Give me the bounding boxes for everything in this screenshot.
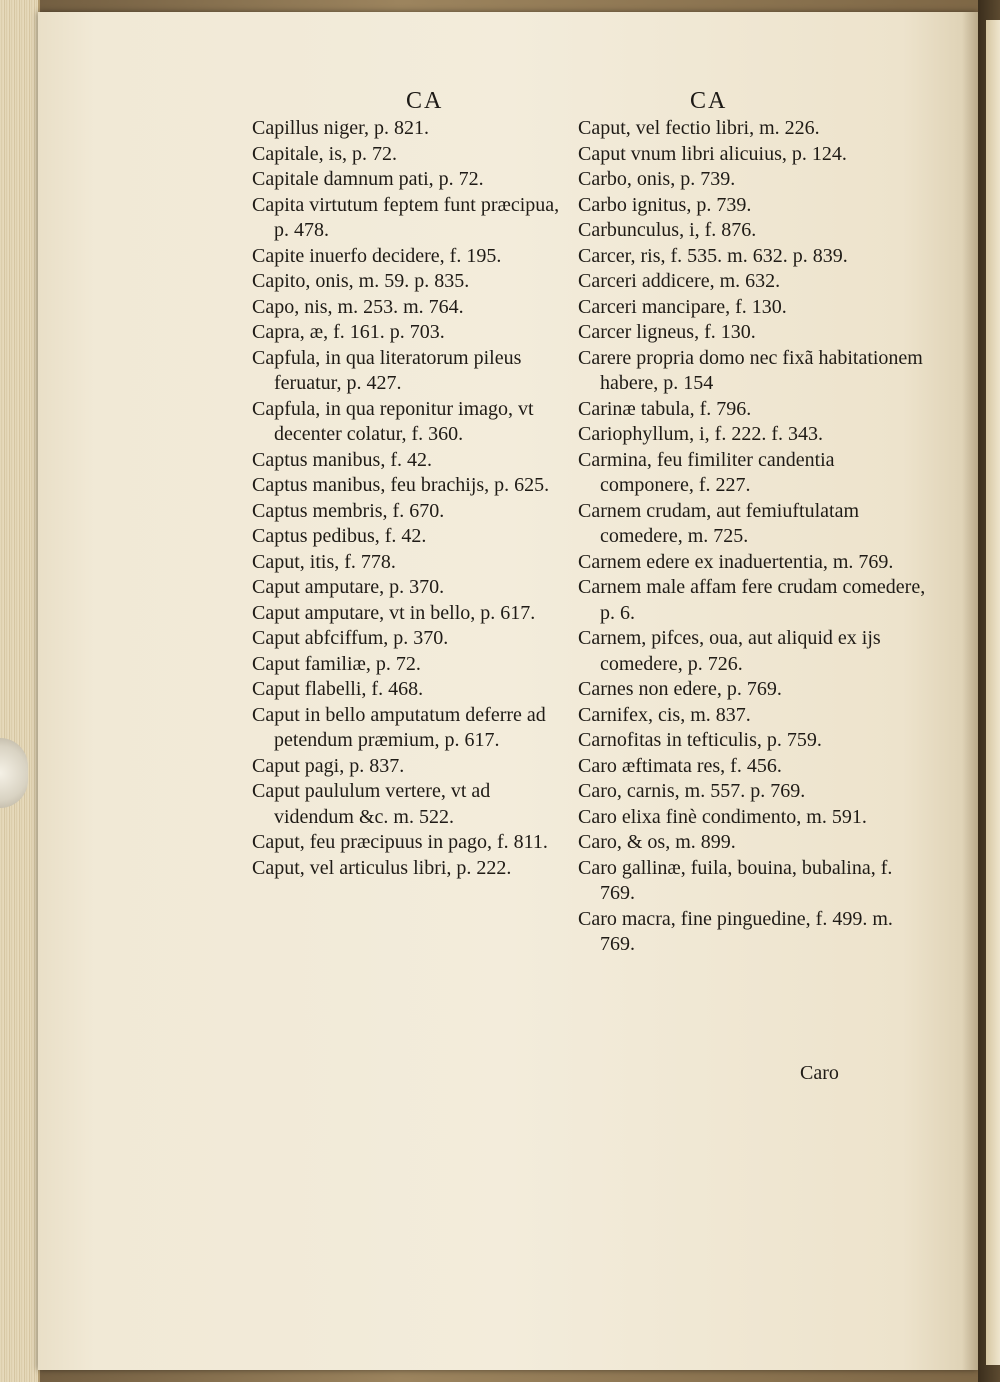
index-entry: Capito, onis, m. 59. p. 835. <box>252 270 470 292</box>
index-entry: Capra, æ, f. 161. p. 703. <box>252 321 445 343</box>
index-entry: Caput, feu præcipuus in pago, f. 811. <box>252 831 548 853</box>
index-entry: Capite inuerfo decidere, f. 195. <box>252 244 502 267</box>
index-entry: Caput flabelli, f. 468. <box>252 678 424 700</box>
index-entry: Carnofitas in tefticulis, p. 759. <box>578 729 822 751</box>
index-entry: Caput familiæ, p. 72. <box>252 652 421 675</box>
index-entry: Cariophyllum, i, f. 222. f. 343. <box>578 423 823 445</box>
index-entry: Capfula, in qua reponitur imago, vt decenter colatur, f. 360. <box>252 397 534 445</box>
index-entry: Carcer, ris, f. 535. m. 632. p. 839. <box>578 244 848 267</box>
index-entry: Capitale, is, p. 72. <box>252 142 397 165</box>
index-entry: Caro macra, fine pinguedine, f. 499. m. 769. <box>578 907 893 955</box>
index-entry: Caro elixa finè condimento, m. 591. <box>578 805 867 828</box>
index-entry: Caro æftimata res, f. 456. <box>578 754 782 777</box>
index-entry: Carnem edere ex inaduertentia, m. 769. <box>578 550 894 573</box>
index-entry: Capfula, in qua literatorum pileus feruatur, p. 427. <box>252 346 522 394</box>
index-entry: Carbo ignitus, p. 739. <box>578 193 752 216</box>
index-entry: Carceri mancipare, f. 130. <box>578 295 787 318</box>
index-entry: Caput, itis, f. 778. <box>252 550 396 573</box>
index-entry: Captus pedibus, f. 42. <box>252 525 427 547</box>
left-column-header: CA <box>406 88 444 114</box>
index-entry: Caput, vel fectio libri, m. 226. <box>578 117 820 139</box>
index-entry: Capitale damnum pati, p. 72. <box>252 168 484 190</box>
index-entry: Carmina, feu fimiliter candentia componere, f. 227. <box>578 448 835 496</box>
index-entry: Carnem, pifces, oua, aut aliquid ex ijs comedere, p. 726. <box>578 627 881 675</box>
index-entry: Captus manibus, f. 42. <box>252 448 432 471</box>
facing-leaf <box>986 20 1000 1365</box>
index-entry: Carnes non edere, p. 769. <box>578 678 782 700</box>
spine-shadow <box>962 12 978 1370</box>
index-entry: Caput vnum libri alicuius, p. 124. <box>578 142 847 165</box>
index-entry: Caput amputare, p. 370. <box>252 576 445 598</box>
index-entry: Capita virtutum feptem funt præcipua, p. 478. <box>252 193 560 241</box>
index-entry: Carnem male affam fere crudam comedere, p. 6. <box>578 576 926 624</box>
index-entry: Carnem crudam, aut femiuftulatam comedere, m. 725. <box>578 499 860 547</box>
index-entry: Capillus niger, p. 821. <box>252 117 429 139</box>
page-edges <box>0 0 40 1382</box>
index-entry: Caput amputare, vt in bello, p. 617. <box>252 601 536 624</box>
index-entry: Caput abfciffum, p. 370. <box>252 627 449 649</box>
index-entry: Caput paululum vertere, vt ad videndum &c. m. 522. <box>252 780 491 828</box>
index-entry: Carcer ligneus, f. 130. <box>578 321 756 343</box>
index-entry: Caro gallinæ, fuila, bouina, bubalina, f. 769. <box>578 856 893 904</box>
index-entry: Carceri addicere, m. 632. <box>578 270 781 292</box>
index-entry: Carbo, onis, p. 739. <box>578 168 736 190</box>
index-entry: Caro, carnis, m. 557. p. 769. <box>578 780 806 802</box>
index-entry: Caput pagi, p. 837. <box>252 754 405 777</box>
index-entry: Carere propria domo nec fixã habitationem habere, p. 154 <box>578 346 923 394</box>
index-entry: Carbunculus, i, f. 876. <box>578 219 757 241</box>
index-entry: Caro, & os, m. 899. <box>578 831 736 853</box>
index-entry: Captus membris, f. 670. <box>252 499 445 522</box>
index-entry: Capo, nis, m. 253. m. 764. <box>252 295 464 318</box>
index-entry: Captus manibus, feu brachijs, p. 625. <box>252 474 550 496</box>
index-entry: Carinæ tabula, f. 796. <box>578 397 752 420</box>
index-entry: Caput in bello amputatum deferre ad petendum præmium, p. 617. <box>252 703 546 751</box>
index-entry: Caput, vel articulus libri, p. 222. <box>252 856 512 879</box>
right-column-header: CA <box>690 88 728 114</box>
right-column <box>578 116 930 958</box>
index-entry: Carnifex, cis, m. 837. <box>578 703 751 726</box>
catchword: Caro <box>800 1062 839 1084</box>
left-column <box>252 116 570 881</box>
